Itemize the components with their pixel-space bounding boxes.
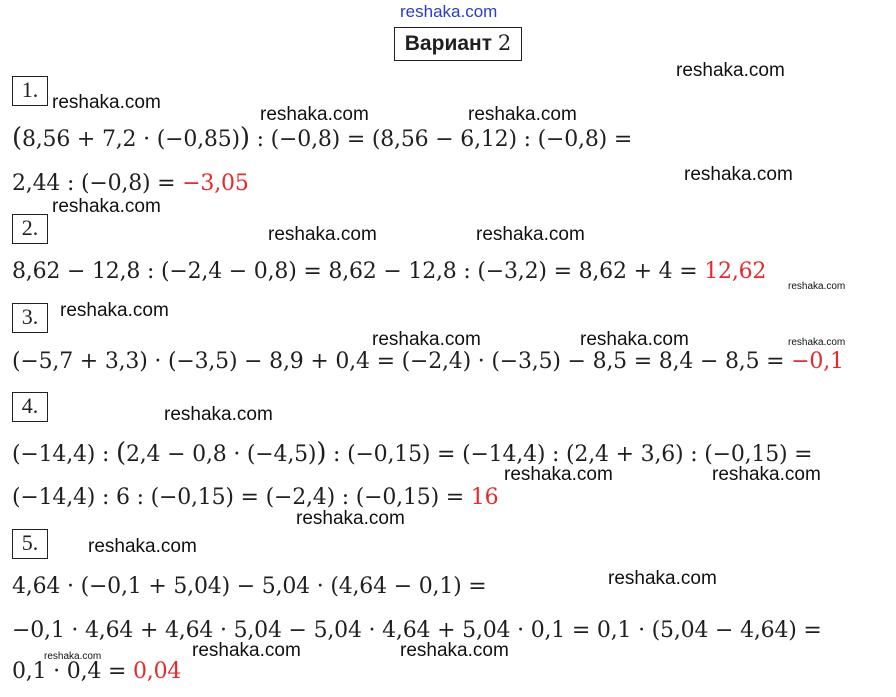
watermark: reshaka.com	[88, 536, 197, 557]
watermark: reshaka.com	[52, 196, 161, 217]
expr-part: (−5,7 + 3,3) · (−3,5) − 8,9 + 0,4 = (−2,4) · (−3,5) − 8,5 = 8,4 − 8,5 =	[12, 349, 792, 374]
answer-value: 12,62	[704, 259, 767, 284]
problem-2-line-1	[12, 259, 766, 285]
watermark: reshaka.com	[296, 508, 405, 529]
problem-number-3: 3.	[12, 303, 48, 333]
expr-part: 4,64 · (−0,1 + 5,04) − 5,04 · (4,64 − 0,1) =	[12, 574, 487, 599]
watermark: reshaka.com	[712, 464, 821, 485]
watermark: reshaka.com	[164, 404, 273, 425]
watermark: reshaka.com	[52, 92, 161, 113]
watermark: reshaka.com	[400, 640, 509, 661]
watermark: reshaka.com	[608, 568, 717, 589]
problem-5-line-3	[12, 659, 181, 685]
expr-part: 2,4 − 0,8 · (−4,5)	[125, 442, 317, 467]
variant-title-number: 2	[497, 31, 512, 55]
expr-part: −0,1 · 4,64 + 4,64 · 5,04 − 5,04 · 4,64 + 5,04 · 0,1 = 0,1 · (5,04 − 4,64) =	[12, 618, 822, 643]
expr-part: (−14,4) :	[12, 442, 116, 467]
paren-open: (	[12, 123, 22, 153]
watermark: reshaka.com	[468, 104, 577, 125]
paren-close: )	[316, 438, 327, 468]
watermark: reshaka.com	[476, 224, 585, 245]
answer-value: −3,05	[182, 171, 249, 196]
problem-1-line-1	[12, 125, 632, 153]
watermark: reshaka.com	[60, 300, 169, 321]
watermark: reshaka.com	[268, 224, 377, 245]
expr-part: (−14,4) : 6 : (−0,15) = (−2,4) : (−0,15) =	[12, 485, 471, 510]
variant-title-label: Вариант	[404, 32, 492, 55]
expr-part: 2,44 : (−0,8) =	[12, 171, 183, 196]
problem-number-4: 4.	[12, 392, 48, 422]
expr-part: 8,56 + 7,2 · (−0,85)	[21, 127, 240, 152]
problem-number-1: 1.	[12, 76, 48, 106]
paren-open: (	[115, 438, 126, 468]
expr-part: 0,1 · 0,4 =	[12, 659, 133, 684]
variant-title	[394, 27, 522, 61]
watermark: reshaka.com	[580, 329, 689, 350]
problem-number-5: 5.	[12, 529, 48, 559]
watermark: reshaka.com	[676, 60, 785, 81]
problem-5-line-1	[12, 574, 487, 600]
problem-1-line-2	[12, 171, 249, 197]
watermark-small: reshaka.com	[788, 281, 846, 292]
problem-4-line-1	[12, 440, 812, 468]
problem-4-line-2	[12, 485, 498, 511]
watermark-small: reshaka.com	[788, 337, 846, 348]
problem-3-line-1	[12, 349, 844, 375]
watermark: reshaka.com	[260, 104, 369, 125]
answer-value: −0,1	[791, 349, 844, 374]
watermark: reshaka.com	[684, 164, 793, 185]
expr-part: : (−0,15) = (−14,4) : (2,4 + 3,6) : (−0,15) =	[326, 442, 813, 467]
answer-value: 16	[470, 485, 499, 510]
watermark: reshaka.com	[192, 640, 301, 661]
expr-part: : (−0,8) = (8,56 − 6,12) : (−0,8) =	[249, 127, 633, 152]
answer-value: 0,04	[132, 659, 182, 684]
watermark: reshaka.com	[504, 464, 613, 485]
watermark-small: reshaka.com	[44, 651, 102, 662]
site-link-top[interactable]: reshaka.com	[400, 2, 498, 21]
expr-part: 8,62 − 12,8 : (−2,4 − 0,8) = 8,62 − 12,8 : (−3,2) = 8,62 + 4 =	[12, 259, 705, 284]
watermark: reshaka.com	[372, 329, 481, 350]
problem-number-2: 2.	[12, 214, 48, 244]
paren-close: )	[239, 123, 250, 153]
